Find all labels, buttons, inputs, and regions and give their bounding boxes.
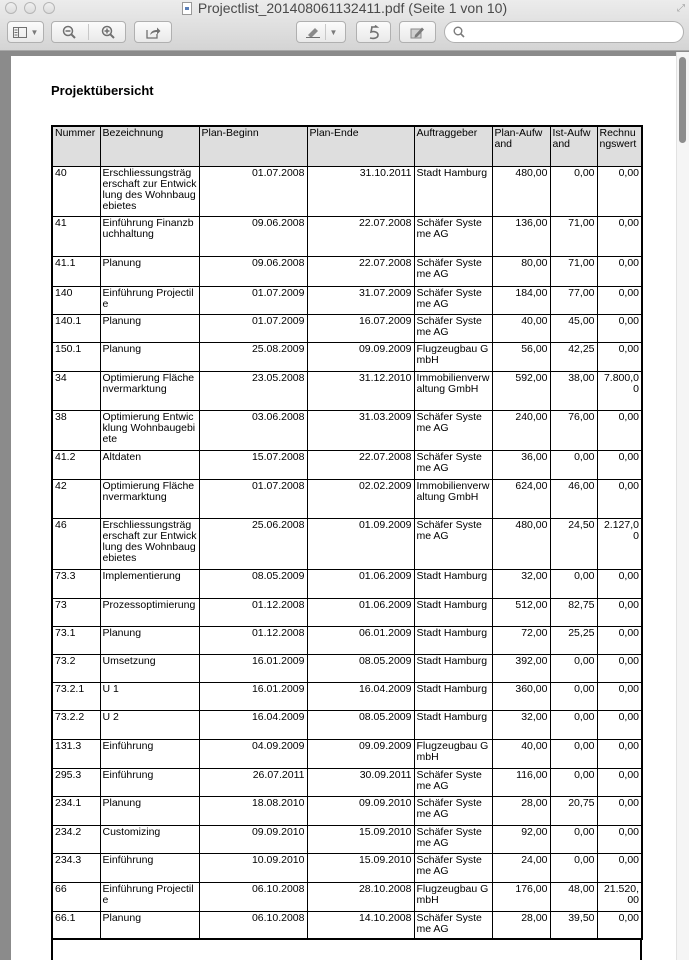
cell-plan-ende: 28.10.2008	[307, 882, 414, 911]
cell-ist-aufwand: 46,00	[550, 479, 597, 518]
cell-nummer: 295.3	[52, 768, 100, 796]
cell-nummer: 41.1	[52, 256, 100, 286]
chevron-down-icon: ▼	[30, 27, 39, 37]
cell-plan-ende: 31.10.2011	[307, 166, 414, 216]
cell-auftraggeber: Schäfer Systeme AG	[414, 518, 492, 569]
cell-bezeichnung: Einführung Projectile	[100, 286, 199, 314]
cell-plan-beginn: 15.07.2008	[199, 450, 307, 479]
table-row	[52, 739, 642, 768]
table-row	[52, 256, 642, 286]
cell-nummer: 66	[52, 882, 100, 911]
cell-ist-aufwand: 71,00	[550, 216, 597, 256]
cell-rechnungswert: 0,00	[597, 796, 642, 825]
search-icon	[453, 26, 465, 38]
column-header-plan-beginn[interactable]: Plan-Beginn	[199, 126, 307, 166]
cell-ist-aufwand: 0,00	[550, 569, 597, 598]
cell-plan-ende: 31.12.2010	[307, 371, 414, 410]
cell-plan-aufwand: 624,00	[492, 479, 550, 518]
cell-auftraggeber: Schäfer Systeme AG	[414, 256, 492, 286]
cell-rechnungswert: 0,00	[597, 739, 642, 768]
cell-ist-aufwand: 82,75	[550, 598, 597, 626]
table-row	[52, 371, 642, 410]
cell-bezeichnung: Planung	[100, 342, 199, 371]
chevron-down-icon[interactable]: ▼	[329, 27, 338, 37]
cell-bezeichnung: Prozessoptimierung	[100, 598, 199, 626]
cell-auftraggeber: Schäfer Systeme AG	[414, 768, 492, 796]
table-row	[52, 286, 642, 314]
cell-plan-ende: 16.04.2009	[307, 682, 414, 710]
rotate-icon	[368, 25, 380, 40]
cell-plan-ende: 22.07.2008	[307, 256, 414, 286]
column-header-nummer[interactable]: Nummer	[52, 126, 100, 166]
column-header-rechnungswert[interactable]: Rechnungswert	[597, 126, 642, 166]
cell-nummer: 73.1	[52, 626, 100, 654]
cell-ist-aufwand: 25,25	[550, 626, 597, 654]
table-row	[52, 654, 642, 682]
cell-bezeichnung: Planung	[100, 796, 199, 825]
cell-ist-aufwand: 0,00	[550, 682, 597, 710]
cell-nummer: 73.2.2	[52, 710, 100, 739]
table-row	[52, 598, 642, 626]
cell-nummer: 234.2	[52, 825, 100, 853]
cell-plan-beginn: 06.10.2008	[199, 911, 307, 939]
cell-plan-aufwand: 32,00	[492, 710, 550, 739]
table-row	[52, 314, 642, 342]
cell-auftraggeber: Stadt Hamburg	[414, 569, 492, 598]
cell-nummer: 140	[52, 286, 100, 314]
cell-ist-aufwand: 45,00	[550, 314, 597, 342]
table-row	[52, 768, 642, 796]
toolbar-divider	[88, 24, 89, 40]
cell-plan-ende: 02.02.2009	[307, 479, 414, 518]
cell-bezeichnung: Planung	[100, 256, 199, 286]
cell-auftraggeber: Stadt Hamburg	[414, 654, 492, 682]
zoom-button-group	[51, 21, 126, 43]
rotate-button[interactable]	[356, 21, 391, 43]
cell-nummer: 234.3	[52, 853, 100, 882]
cell-auftraggeber: Flugzeugbau GmbH	[414, 739, 492, 768]
cell-ist-aufwand: 71,00	[550, 256, 597, 286]
cell-plan-beginn: 06.10.2008	[199, 882, 307, 911]
cell-rechnungswert: 0,00	[597, 286, 642, 314]
cell-nummer: 73.2	[52, 654, 100, 682]
cell-rechnungswert: 0,00	[597, 825, 642, 853]
cell-plan-ende: 31.03.2009	[307, 410, 414, 450]
cell-auftraggeber: Immobilienverwaltung GmbH	[414, 371, 492, 410]
cell-plan-ende: 14.10.2008	[307, 911, 414, 939]
cell-plan-beginn: 04.09.2009	[199, 739, 307, 768]
cell-rechnungswert: 0,00	[597, 314, 642, 342]
search-field[interactable]	[444, 21, 684, 43]
cell-plan-beginn: 18.08.2010	[199, 796, 307, 825]
share-button[interactable]	[134, 21, 172, 43]
cell-plan-beginn: 09.09.2010	[199, 825, 307, 853]
table-row	[52, 410, 642, 450]
cell-plan-beginn: 10.09.2010	[199, 853, 307, 882]
cell-auftraggeber: Schäfer Systeme AG	[414, 450, 492, 479]
cell-auftraggeber: Schäfer Systeme AG	[414, 825, 492, 853]
cell-bezeichnung: Altdaten	[100, 450, 199, 479]
cell-bezeichnung: Implementierung	[100, 569, 199, 598]
cell-bezeichnung: Erschliessungsträgerschaft zur Entwicklung des Wohnbaugebietes	[100, 166, 199, 216]
cell-plan-ende: 09.09.2009	[307, 342, 414, 371]
cell-plan-beginn: 01.07.2008	[199, 479, 307, 518]
table-row	[52, 166, 642, 216]
cell-bezeichnung: Erschliessungsträgerschaft zur Entwicklung des Wohnbaugebietes	[100, 518, 199, 569]
cell-nummer: 46	[52, 518, 100, 569]
cell-bezeichnung: Planung	[100, 314, 199, 342]
cell-ist-aufwand: 24,50	[550, 518, 597, 569]
table-row	[52, 518, 642, 569]
cell-plan-beginn: 25.06.2008	[199, 518, 307, 569]
cell-bezeichnung: Umsetzung	[100, 654, 199, 682]
sidebar-icon	[13, 27, 27, 38]
cell-plan-beginn: 09.06.2008	[199, 256, 307, 286]
cell-rechnungswert: 0,00	[597, 450, 642, 479]
cell-plan-aufwand: 480,00	[492, 518, 550, 569]
cell-plan-aufwand: 512,00	[492, 598, 550, 626]
cell-plan-beginn: 01.07.2009	[199, 286, 307, 314]
highlight-button[interactable]	[296, 21, 346, 43]
cell-nummer: 38	[52, 410, 100, 450]
cell-plan-beginn: 01.12.2008	[199, 598, 307, 626]
cell-ist-aufwand: 42,25	[550, 342, 597, 371]
share-icon	[146, 26, 161, 39]
fullscreen-icon[interactable]: ⤢	[677, 3, 685, 14]
column-header-bezeichnung[interactable]: Bezeichnung	[100, 126, 199, 166]
table-body	[52, 166, 642, 939]
cell-nummer: 66.1	[52, 911, 100, 939]
cell-ist-aufwand: 77,00	[550, 286, 597, 314]
cell-auftraggeber: Schäfer Systeme AG	[414, 911, 492, 939]
column-header-plan-aufwand[interactable]: Plan-Aufwand	[492, 126, 550, 166]
cell-plan-beginn: 03.06.2008	[199, 410, 307, 450]
cell-rechnungswert: 0,00	[597, 654, 642, 682]
vertical-scrollbar[interactable]	[676, 52, 689, 960]
cell-rechnungswert: 21.520,00	[597, 882, 642, 911]
cell-auftraggeber: Schäfer Systeme AG	[414, 314, 492, 342]
cell-nummer: 73.3	[52, 569, 100, 598]
window-page-info: (Seite 1 von 10)	[408, 0, 508, 16]
cell-rechnungswert: 0,00	[597, 626, 642, 654]
cell-ist-aufwand: 0,00	[550, 825, 597, 853]
column-header-plan-ende[interactable]: Plan-Ende	[307, 126, 414, 166]
cell-bezeichnung: U 2	[100, 710, 199, 739]
cell-nummer: 42	[52, 479, 100, 518]
cell-rechnungswert: 0,00	[597, 598, 642, 626]
cell-plan-ende: 01.06.2009	[307, 569, 414, 598]
cell-rechnungswert: 7.800,00	[597, 371, 642, 410]
table-row	[52, 710, 642, 739]
cell-plan-beginn: 16.04.2009	[199, 710, 307, 739]
cell-plan-ende: 15.09.2010	[307, 853, 414, 882]
cell-bezeichnung: Optimierung Entwicklung Wohnbaugebiete	[100, 410, 199, 450]
cell-plan-aufwand: 28,00	[492, 796, 550, 825]
cell-auftraggeber: Schäfer Systeme AG	[414, 796, 492, 825]
table-row	[52, 479, 642, 518]
cell-nummer: 150.1	[52, 342, 100, 371]
cell-auftraggeber: Stadt Hamburg	[414, 710, 492, 739]
cell-rechnungswert: 2.127,00	[597, 518, 642, 569]
cell-ist-aufwand: 20,75	[550, 796, 597, 825]
cell-auftraggeber: Stadt Hamburg	[414, 626, 492, 654]
table-row	[52, 342, 642, 371]
cell-rechnungswert: 0,00	[597, 479, 642, 518]
cell-plan-ende: 06.01.2009	[307, 626, 414, 654]
cell-plan-beginn: 01.07.2009	[199, 314, 307, 342]
zoom-in-icon	[101, 25, 115, 39]
cell-bezeichnung: Planung	[100, 626, 199, 654]
cell-rechnungswert: 0,00	[597, 342, 642, 371]
cell-plan-aufwand: 240,00	[492, 410, 550, 450]
cell-bezeichnung: Einführung	[100, 768, 199, 796]
cell-ist-aufwand: 0,00	[550, 739, 597, 768]
cell-plan-beginn: 25.08.2009	[199, 342, 307, 371]
cell-rechnungswert: 0,00	[597, 911, 642, 939]
cell-rechnungswert: 0,00	[597, 216, 642, 256]
cell-auftraggeber: Schäfer Systeme AG	[414, 286, 492, 314]
column-header-ist-aufwand[interactable]: Ist-Aufwand	[550, 126, 597, 166]
page-title: Projektübersicht	[51, 83, 154, 98]
cell-plan-aufwand: 92,00	[492, 825, 550, 853]
cell-plan-aufwand: 40,00	[492, 314, 550, 342]
column-header-auftraggeber[interactable]: Auftraggeber	[414, 126, 492, 166]
cell-rechnungswert: 0,00	[597, 256, 642, 286]
cell-bezeichnung: Einführung Projectile	[100, 882, 199, 911]
table-header-row	[52, 126, 642, 166]
cell-auftraggeber: Schäfer Systeme AG	[414, 216, 492, 256]
edit-annotation-icon	[410, 26, 425, 39]
cell-plan-aufwand: 32,00	[492, 569, 550, 598]
cell-ist-aufwand: 0,00	[550, 450, 597, 479]
cell-plan-aufwand: 80,00	[492, 256, 550, 286]
cell-plan-ende: 08.05.2009	[307, 710, 414, 739]
cell-ist-aufwand: 0,00	[550, 768, 597, 796]
table-row	[52, 796, 642, 825]
cell-ist-aufwand: 39,50	[550, 911, 597, 939]
cell-auftraggeber: Immobilienverwaltung GmbH	[414, 479, 492, 518]
cell-auftraggeber: Stadt Hamburg	[414, 682, 492, 710]
cell-ist-aufwand: 0,00	[550, 710, 597, 739]
cell-bezeichnung: Einführung	[100, 853, 199, 882]
cell-plan-ende: 09.09.2010	[307, 796, 414, 825]
cell-rechnungswert: 0,00	[597, 768, 642, 796]
cell-auftraggeber: Flugzeugbau GmbH	[414, 342, 492, 371]
cell-plan-aufwand: 176,00	[492, 882, 550, 911]
cell-bezeichnung: Einführung Finanzbuchhaltung	[100, 216, 199, 256]
cell-plan-ende: 22.07.2008	[307, 450, 414, 479]
cell-bezeichnung: U 1	[100, 682, 199, 710]
table-row	[52, 825, 642, 853]
cell-bezeichnung: Optimierung Flächenvermarktung	[100, 479, 199, 518]
cell-plan-aufwand: 392,00	[492, 654, 550, 682]
cell-nummer: 41.2	[52, 450, 100, 479]
cell-rechnungswert: 0,00	[597, 166, 642, 216]
cell-plan-aufwand: 136,00	[492, 216, 550, 256]
cell-plan-aufwand: 56,00	[492, 342, 550, 371]
annotate-button[interactable]	[399, 21, 436, 43]
cell-ist-aufwand: 38,00	[550, 371, 597, 410]
cell-plan-beginn: 09.06.2008	[199, 216, 307, 256]
cell-plan-aufwand: 592,00	[492, 371, 550, 410]
cell-ist-aufwand: 0,00	[550, 654, 597, 682]
cell-plan-aufwand: 28,00	[492, 911, 550, 939]
cell-plan-beginn: 23.05.2008	[199, 371, 307, 410]
cell-plan-aufwand: 36,00	[492, 450, 550, 479]
toolbar-divider	[325, 24, 326, 40]
table-row	[52, 626, 642, 654]
cell-plan-ende: 15.09.2010	[307, 825, 414, 853]
cell-plan-aufwand: 40,00	[492, 739, 550, 768]
table-row	[52, 216, 642, 256]
cell-plan-ende: 31.07.2009	[307, 286, 414, 314]
cell-ist-aufwand: 48,00	[550, 882, 597, 911]
cell-plan-beginn: 16.01.2009	[199, 682, 307, 710]
cell-bezeichnung: Optimierung Flächenvermarktung	[100, 371, 199, 410]
cell-ist-aufwand: 0,00	[550, 166, 597, 216]
cell-nummer: 34	[52, 371, 100, 410]
cell-auftraggeber: Schäfer Systeme AG	[414, 853, 492, 882]
cell-plan-ende: 01.06.2009	[307, 598, 414, 626]
pdf-document-icon	[182, 2, 192, 15]
cell-plan-beginn: 16.01.2009	[199, 654, 307, 682]
titlebar	[0, 0, 689, 51]
cell-nummer: 73.2.1	[52, 682, 100, 710]
cell-plan-ende: 30.09.2011	[307, 768, 414, 796]
cell-nummer: 140.1	[52, 314, 100, 342]
cell-plan-ende: 08.05.2009	[307, 654, 414, 682]
search-input[interactable]	[470, 25, 683, 39]
window-filename: Projectlist_201408061132411.pdf	[197, 0, 405, 16]
cell-rechnungswert: 0,00	[597, 710, 642, 739]
table-row	[52, 853, 642, 882]
cell-plan-aufwand: 360,00	[492, 682, 550, 710]
zoom-out-icon	[62, 25, 76, 39]
cell-plan-aufwand: 480,00	[492, 166, 550, 216]
cell-plan-beginn: 26.07.2011	[199, 768, 307, 796]
cell-plan-beginn: 08.05.2009	[199, 569, 307, 598]
table-row	[52, 569, 642, 598]
scrollbar-thumb[interactable]	[679, 57, 686, 143]
cell-plan-ende: 09.09.2009	[307, 739, 414, 768]
cell-plan-ende: 22.07.2008	[307, 216, 414, 256]
zoom-in-button[interactable]	[93, 25, 123, 39]
cell-auftraggeber: Stadt Hamburg	[414, 598, 492, 626]
cell-rechnungswert: 0,00	[597, 410, 642, 450]
table-row	[52, 882, 642, 911]
project-table	[51, 125, 643, 940]
cell-plan-ende: 01.09.2009	[307, 518, 414, 569]
table-continuation	[51, 938, 642, 960]
cell-plan-aufwand: 72,00	[492, 626, 550, 654]
cell-ist-aufwand: 0,00	[550, 853, 597, 882]
cell-plan-aufwand: 184,00	[492, 286, 550, 314]
cell-nummer: 131.3	[52, 739, 100, 768]
cell-bezeichnung: Planung	[100, 911, 199, 939]
cell-plan-aufwand: 24,00	[492, 853, 550, 882]
cell-auftraggeber: Schäfer Systeme AG	[414, 410, 492, 450]
cell-rechnungswert: 0,00	[597, 853, 642, 882]
cell-rechnungswert: 0,00	[597, 569, 642, 598]
table-row	[52, 450, 642, 479]
table-row	[52, 911, 642, 939]
cell-plan-ende: 16.07.2009	[307, 314, 414, 342]
cell-bezeichnung: Customizing	[100, 825, 199, 853]
cell-plan-aufwand: 116,00	[492, 768, 550, 796]
window-title	[0, 0, 689, 17]
cell-nummer: 41	[52, 216, 100, 256]
cell-nummer: 234.1	[52, 796, 100, 825]
cell-ist-aufwand: 76,00	[550, 410, 597, 450]
cell-plan-beginn: 01.12.2008	[199, 626, 307, 654]
cell-bezeichnung: Einführung	[100, 739, 199, 768]
cell-auftraggeber: Flugzeugbau GmbH	[414, 882, 492, 911]
sidebar-view-button[interactable]	[7, 21, 44, 43]
zoom-out-button[interactable]	[54, 25, 84, 39]
cell-rechnungswert: 0,00	[597, 682, 642, 710]
pdf-page	[11, 56, 676, 960]
highlighter-icon	[305, 26, 321, 38]
cell-plan-beginn: 01.07.2008	[199, 166, 307, 216]
cell-auftraggeber: Stadt Hamburg	[414, 166, 492, 216]
cell-nummer: 40	[52, 166, 100, 216]
table-row	[52, 682, 642, 710]
cell-nummer: 73	[52, 598, 100, 626]
